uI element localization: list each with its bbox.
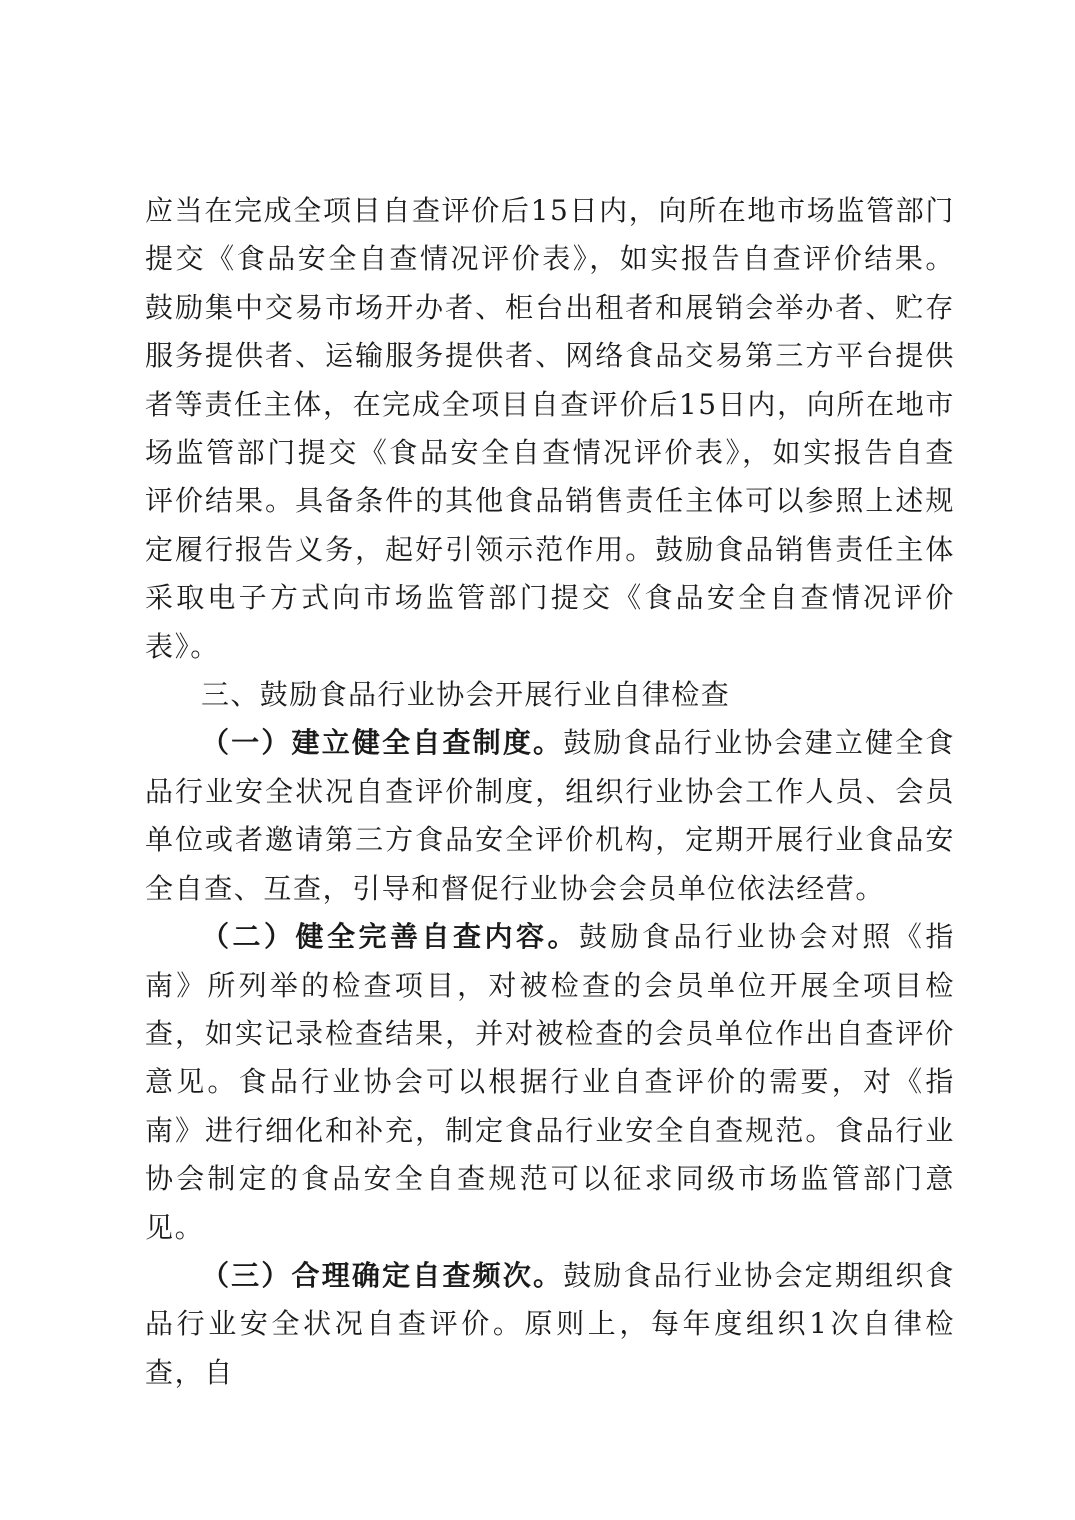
item-lead-3: （三）合理确定自查频次。: [201, 1258, 564, 1292]
item-text-2: 鼓励食品行业协会对照《指南》所列举的检查项目，对被检查的会员单位开展全项目检查，如实记录检查结果，并对被检查的会员单位作出自查评价意见。食品行业协会可以根据行业自查评价的需要，对《指南》进行细化和补充，制定食品行业安全自查规范。食品行业协会制定的食品安全自查规范可以征求同级市场监管部门意见。: [145, 920, 956, 1244]
item-paragraph-3: [145, 1252, 955, 1397]
item-lead-2: （二）健全完善自查内容。: [201, 920, 579, 954]
item-lead-1: （一）建立健全自查制度。: [201, 726, 564, 760]
item-paragraph-2: [145, 913, 955, 1252]
item-text-1: 鼓励食品行业协会建立健全食品行业安全状况自查评价制度，组织行业协会工作人员、会员单位或者邀请第三方食品安全评价机构，定期开展行业食品安全自查、互查，引导和督促行业协会会员单位依法经营。: [145, 726, 955, 905]
section-heading: 三、鼓励食品行业协会开展行业自律检查: [201, 678, 731, 712]
item-paragraph-1: [145, 719, 955, 913]
document-body: [145, 187, 955, 1397]
continuation-paragraph: 应当在完成全项目自查评价后15日内，向所在地市场监管部门提交《食品安全自查情况评价表》，如实报告自查评价结果。鼓励集中交易市场开办者、柜台出租者和展销会举办者、贮存服务提供者、运输服务提供者、网络食品交易第三方平台提供者等责任主体，在完成全项目自查评价后15日内，向所在地市场监管部门提交《食品安全自查情况评价表》，如实报告自查评价结果。具备条件的其他食品销售责任主体可以参照上述规定履行报告义务，起好引领示范作用。鼓励食品销售责任主体采取电子方式向市场监管部门提交《食品安全自查情况评价表》。: [145, 194, 955, 663]
item-text-3: 鼓励食品行业协会定期组织食品行业安全状况自查评价。原则上，每年度组织1次自律检查，自: [145, 1258, 955, 1389]
